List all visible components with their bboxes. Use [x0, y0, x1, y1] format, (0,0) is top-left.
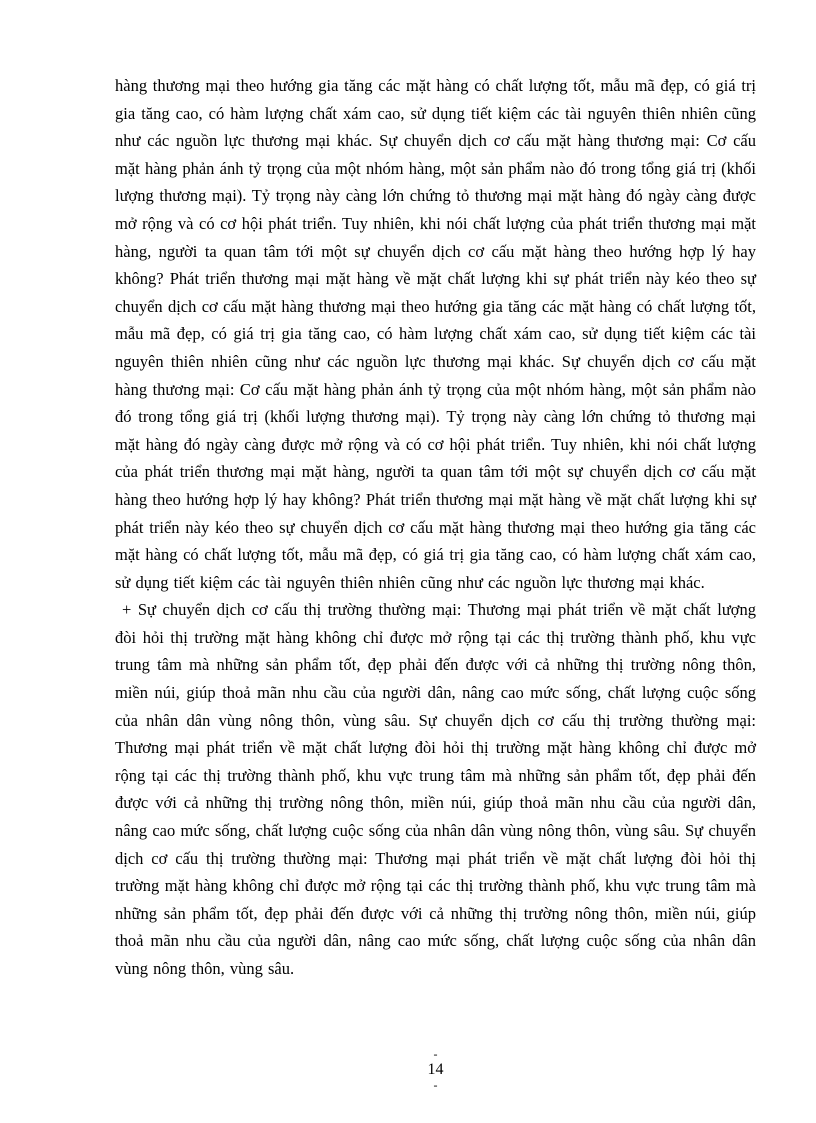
paragraph-market-structure: + Sự chuyển dịch cơ cấu thị trường thường mại: Thương mại phát triển về mặt chất lượng đòi hỏi thị trường mặt hàng không chỉ được mở rộng tại các thị trường thành phố, khu vực trung tâm mà những sản phẩm tốt, đẹp phải đến được với cả những thị trường nông thôn, miền núi, giúp thoả mãn nhu cầu của người dân, nâng cao mức sống, chất lượng cuộc sống của nhân dân vùng nông thôn, vùng sâu. Sự chuyển dịch cơ cấu thị trường thường mại: Thương mại phát triển về mặt chất lượng đòi hỏi thị trường mặt hàng không chỉ được mở rộng tại các thị trường thành phố, khu vực trung tâm mà những sản phẩm tốt, đẹp phải đến được với cả những thị trường nông thôn, miền núi, giúp thoả mãn nhu cầu của người dân, nâng cao mức sống, chất lượng cuộc sống của nhân dân vùng nông thôn, vùng sâu. Sự chuyển dịch cơ cấu thị trường thường mại: Thương mại phát triển về mặt chất lượng đòi hỏi thị trường mặt hàng không chỉ được mở rộng tại các thị trường thành phố, khu vực trung tâm mà những sản phẩm tốt, đẹp phải đến được với cả những thị trường nông thôn, miền núi, giúp thoả mãn nhu cầu của người dân, nâng cao mức sống, chất lượng cuộc sống của nhân dân vùng nông thôn, vùng sâu. [115, 600, 756, 978]
page-body [115, 72, 756, 983]
paragraph-goods-structure: hàng thương mại theo hướng gia tăng các mặt hàng có chất lượng tốt, mẫu mã đẹp, có giá trị gia tăng cao, có hàm lượng chất xám cao, sử dụng tiết kiệm các tài nguyên thiên nhiên cũng như các nguồn lực thương mại khác. Sự chuyển dịch cơ cấu mặt hàng thương mại: Cơ cấu mặt hàng phản ánh tỷ trọng của một nhóm hàng, một sản phẩm nào đó trong tổng giá trị (khối lượng thương mại). Tỷ trọng này càng lớn chứng tỏ thương mại mặt hàng đó ngày càng được mở rộng và có cơ hội phát triển. Tuy nhiên, khi nói chất lượng của phát triển thương mại mặt hàng, người ta quan tâm tới một sự chuyển dịch cơ cấu mặt hàng theo hướng hợp lý hay không? Phát triển thương mại mặt hàng về mặt chất lượng khi sự phát triển này kéo theo sự chuyển dịch cơ cấu mặt hàng thương mại theo hướng gia tăng các mặt hàng có chất lượng tốt, mẫu mã đẹp, có giá trị gia tăng cao, có hàm lượng chất xám cao, sử dụng tiết kiệm các tài nguyên thiên nhiên cũng như các nguồn lực thương mại khác. Sự chuyển dịch cơ cấu mặt hàng thương mại: Cơ cấu mặt hàng phản ánh tỷ trọng của một nhóm hàng, một sản phẩm nào đó trong tổng giá trị (khối lượng thương mại). Tỷ trọng này càng lớn chứng tỏ thương mại mặt hàng đó ngày càng được mở rộng và có cơ hội phát triển. Tuy nhiên, khi nói chất lượng của phát triển thương mại mặt hàng, người ta quan tâm tới một sự chuyển dịch cơ cấu mặt hàng theo hướng hợp lý hay không? Phát triển thương mại mặt hàng về mặt chất lượng khi sự phát triển này kéo theo sự chuyển dịch cơ cấu mặt hàng thương mại theo hướng gia tăng các mặt hàng có chất lượng tốt, mẫu mã đẹp, có giá trị gia tăng cao, có hàm lượng chất xám cao, sử dụng tiết kiệm các tài nguyên thiên nhiên cũng như các nguồn lực thương mại khác. [115, 76, 756, 592]
footer-dash-bottom: - [433, 1078, 438, 1092]
page-number: 14 [427, 1061, 444, 1078]
footer-dash-top: - [433, 1047, 438, 1061]
page-footer [115, 1048, 756, 1092]
